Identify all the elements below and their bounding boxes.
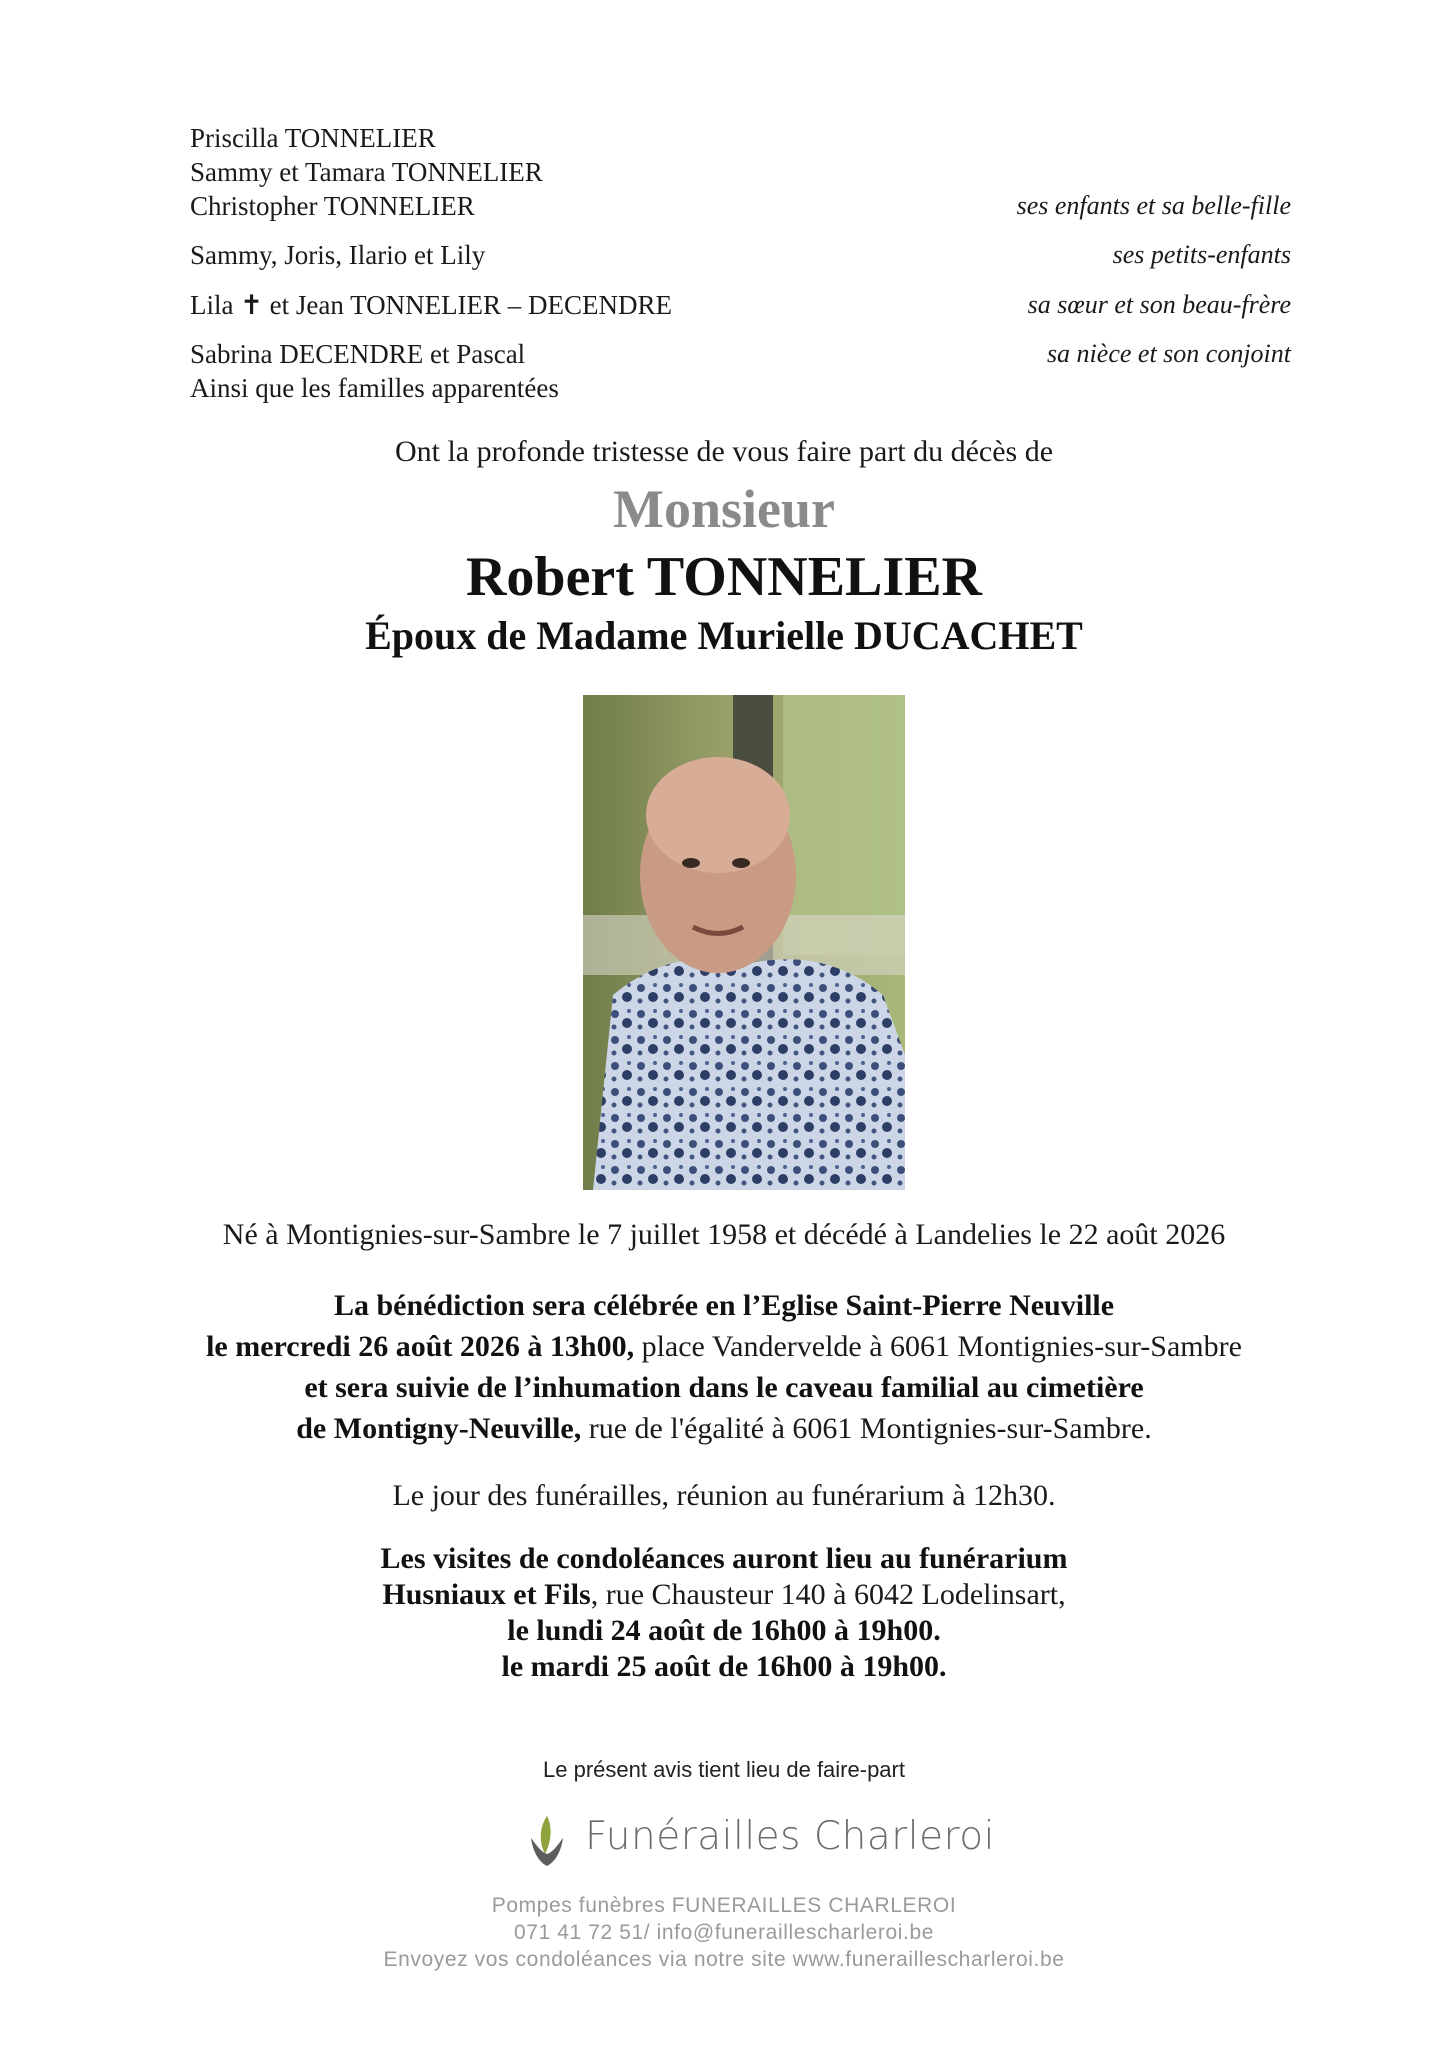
funeral-home-name: Husniaux et Fils xyxy=(382,1578,591,1611)
announcement-intro: Ont la profonde tristesse de vous faire part du décès de xyxy=(394,435,1054,468)
visits-line-2 xyxy=(0,1574,1448,1615)
portrait-photo xyxy=(583,695,905,1190)
family-member-sammy-tamara: Sammy et Tamara TONNELIER xyxy=(190,157,543,187)
visit-monday: le lundi 24 août de 16h00 à 19h00. xyxy=(507,1614,941,1647)
ceremony-address: place Vandervelde à 6061 Montignies-sur-Sambre xyxy=(634,1330,1242,1363)
cemetery-name: de Montigny-Neuville, xyxy=(296,1412,582,1445)
honorific: Monsieur xyxy=(613,479,835,539)
birth-death-line: Né à Montignies-sur-Sambre le 7 juillet 1958 et décédé à Landelies le 22 août 2026 xyxy=(222,1218,1226,1251)
footer-contact: 071 41 72 51/ info@funeraillescharleroi.be xyxy=(513,1921,935,1944)
footer-company: Pompes funèbres FUNERAILLES CHARLEROI xyxy=(491,1894,957,1917)
leaf-icon xyxy=(525,1808,571,1872)
visits-line-3 xyxy=(0,1610,1448,1651)
footer-website: Envoyez vos condoléances via notre site www.funeraillescharleroi.be xyxy=(383,1948,1065,1971)
burial-info: et sera suivie de l’inhumation dans le caveau familial au cimetière xyxy=(304,1371,1144,1404)
ceremony-line-3 xyxy=(0,1367,1448,1408)
ceremony-line-2 xyxy=(0,1326,1448,1367)
relation-children: ses enfants et sa belle-fille xyxy=(1016,191,1291,220)
funeral-home-address: , rue Chausteur 140 à 6042 Lodelinsart, xyxy=(590,1578,1066,1611)
funeral-company-logo xyxy=(525,1808,995,1878)
family-member-christopher: Christopher TONNELIER xyxy=(190,191,475,221)
family-member-priscilla: Priscilla TONNELIER xyxy=(190,123,436,153)
ceremony-line-4 xyxy=(0,1408,1448,1449)
notice-text: Le présent avis tient lieu de faire-part xyxy=(543,1757,905,1782)
ceremony-church: La bénédiction sera célébrée en l’Eglise Saint-Pierre Neuville xyxy=(333,1289,1115,1322)
relation-niece: sa nièce et son conjoint xyxy=(1046,339,1291,368)
cemetery-address: rue de l'égalité à 6061 Montignies-sur-Sambre. xyxy=(581,1412,1152,1445)
visit-tuesday: le mardi 25 août de 16h00 à 19h00. xyxy=(501,1650,947,1683)
visits-intro: Les visites de condoléances auront lieu au funérarium xyxy=(380,1542,1068,1575)
visits-line-4 xyxy=(0,1646,1448,1687)
ceremony-line-1 xyxy=(0,1285,1448,1326)
relation-grandchildren: ses petits-enfants xyxy=(1112,240,1291,269)
family-niece: Sabrina DECENDRE et Pascal xyxy=(190,339,526,369)
deceased-name: Robert TONNELIER xyxy=(465,546,982,608)
relation-sister: sa sœur et son beau-frère xyxy=(1027,290,1291,319)
family-grandchildren: Sammy, Joris, Ilario et Lily xyxy=(190,240,486,270)
visits-line-1 xyxy=(0,1538,1448,1579)
ceremony-date: le mercredi 26 août 2026 à 13h00, xyxy=(206,1330,635,1363)
reunion-line: Le jour des funérailles, réunion au funérarium à 12h30. xyxy=(392,1479,1056,1512)
family-relatives: Ainsi que les familles apparentées xyxy=(190,373,559,403)
family-sister: Lila ✝ et Jean TONNELIER – DECENDRE xyxy=(190,290,673,320)
brand-name: Funérailles Charleroi xyxy=(585,1814,995,1859)
spouse-line: Époux de Madame Murielle DUCACHET xyxy=(365,613,1083,658)
